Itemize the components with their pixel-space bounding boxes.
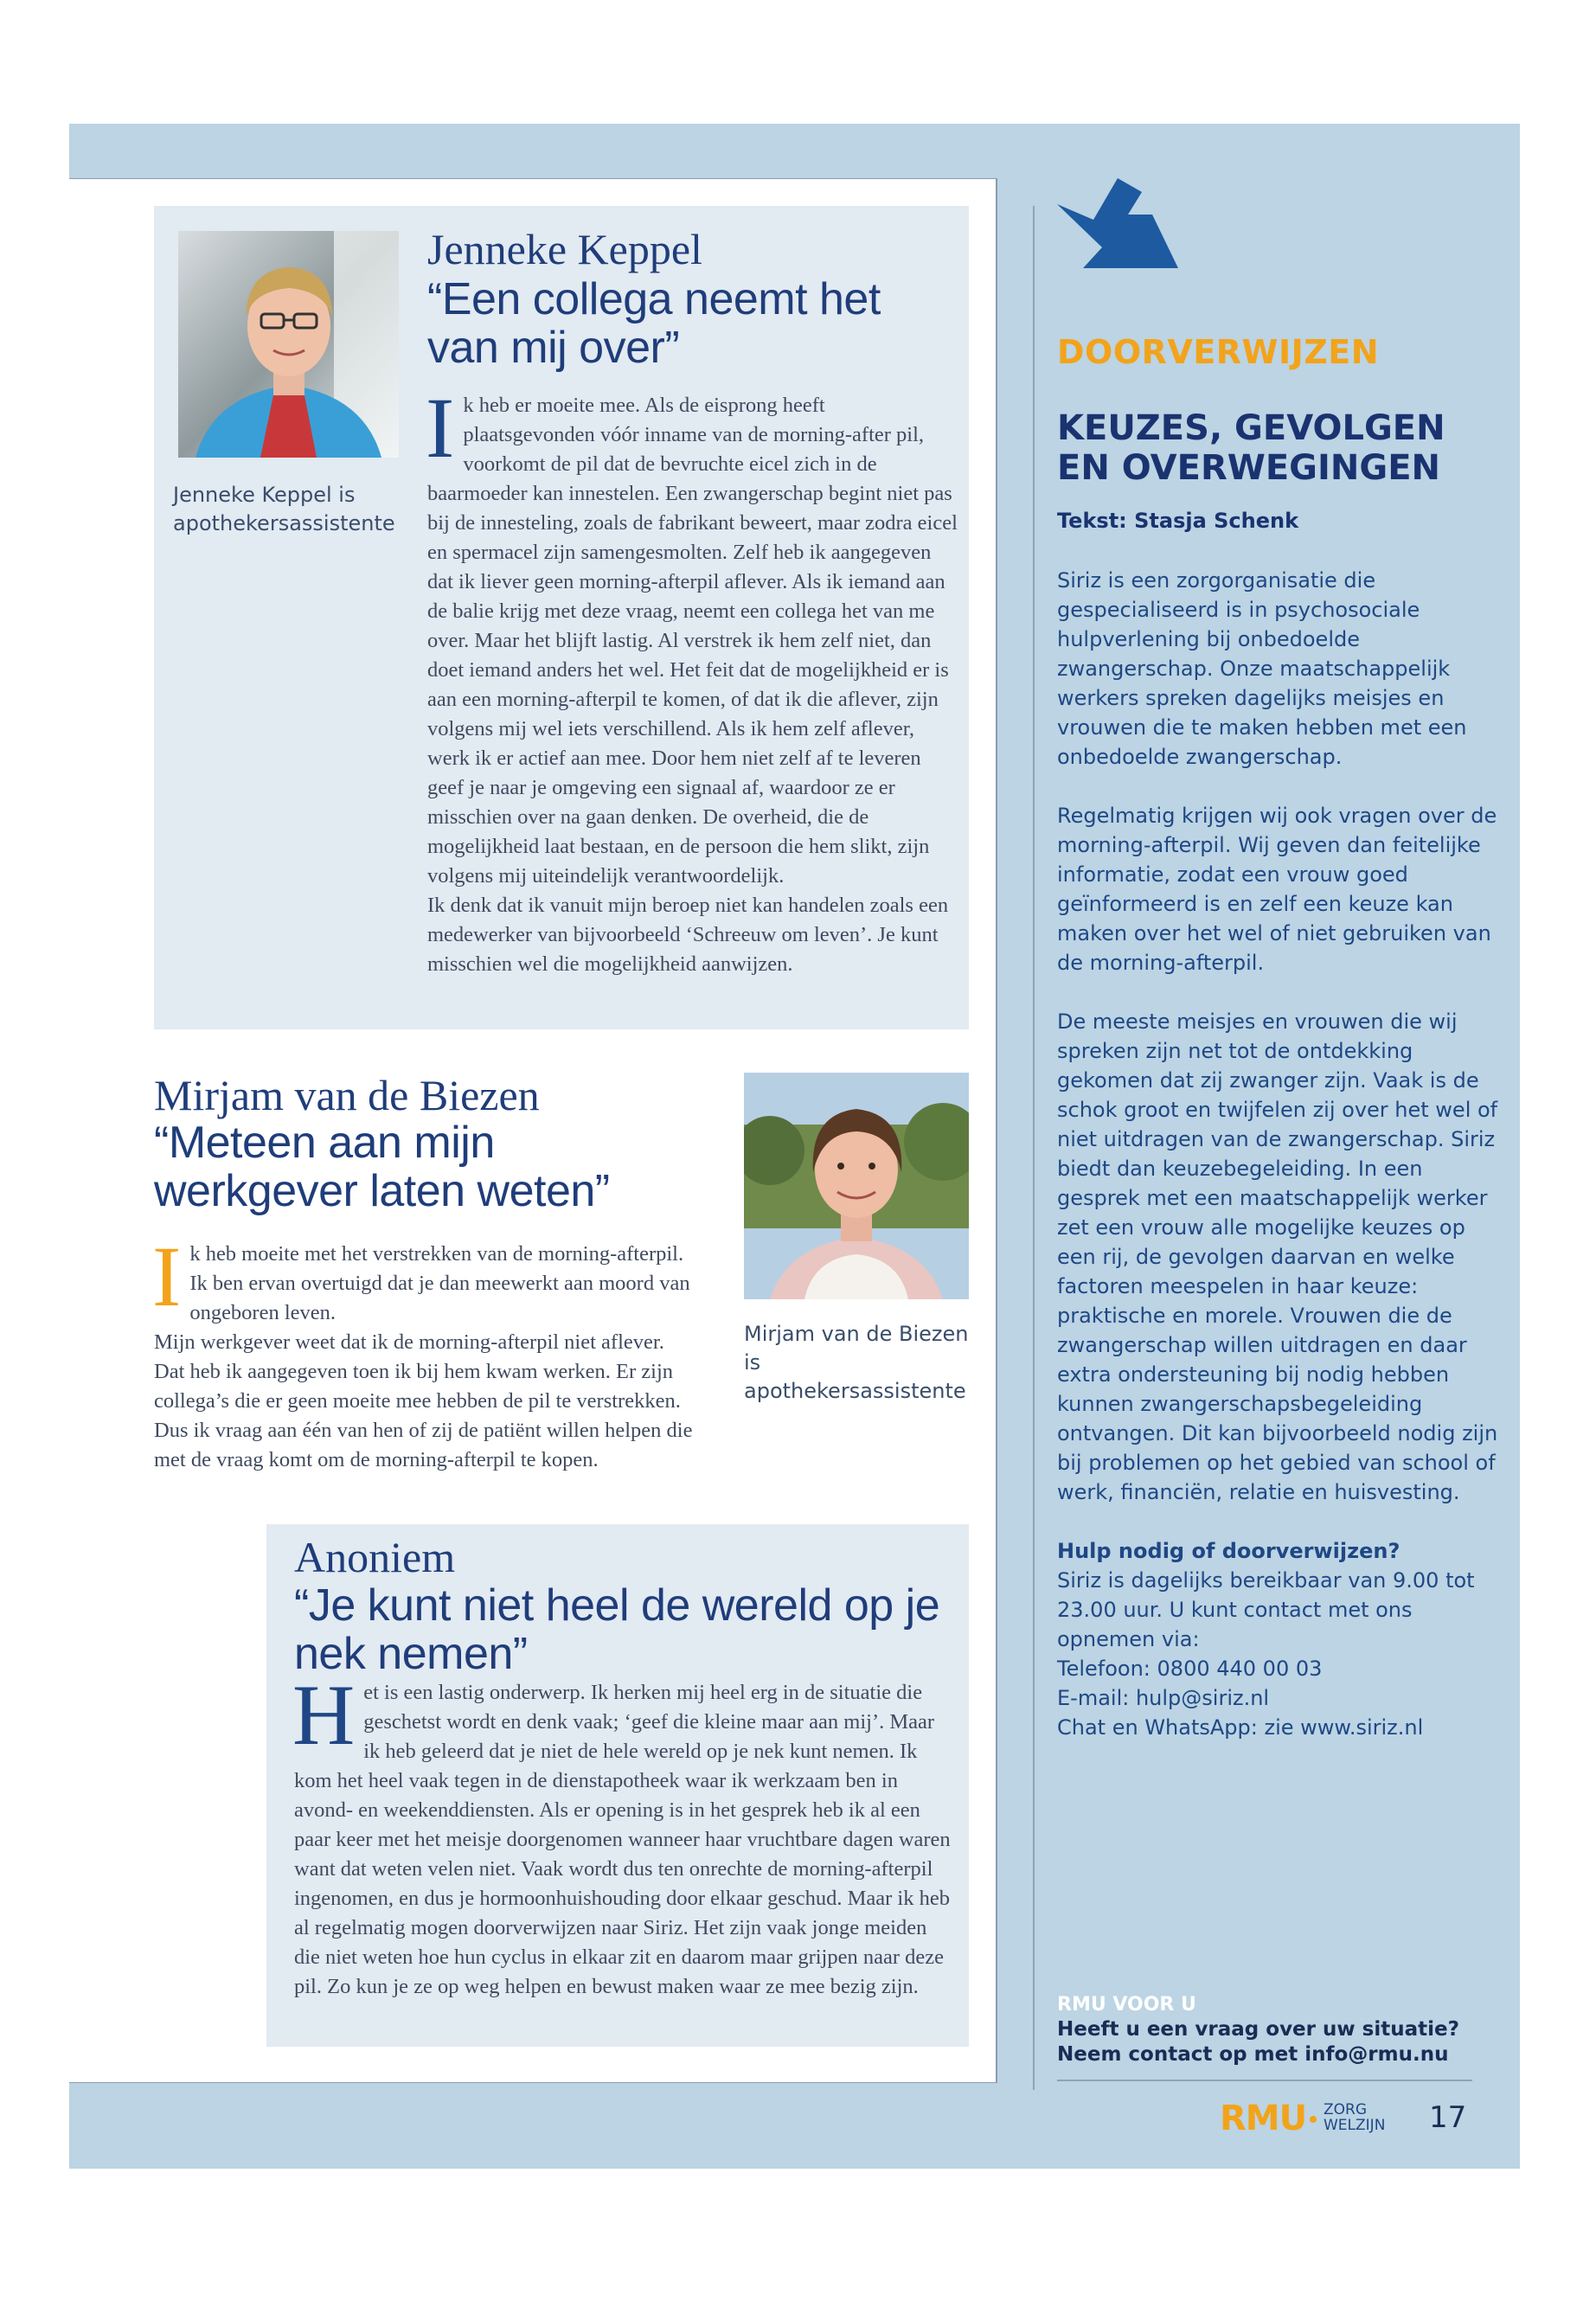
name-jenneke: Jenneke Keppel [427,225,702,273]
sidebar-p1: Siriz is een zorgorganisatie die gespecialiseerd is in psychosociale hulpverlening bij onbedoelde zwangerschap. Onze maatschappelijk werkers spreken dagelijks meisjes en vrouwen die te maken hebben met een onbedoelde zwangerschap. [1057,568,1467,769]
rmu-line1: Heeft u een vraag over uw situatie? [1057,2018,1459,2041]
article-jenneke [426,380,958,979]
rmu-logo-line1: ZORG [1324,2101,1368,2118]
photo-jenneke [178,231,399,458]
page-number: 17 [1429,2100,1467,2135]
article-right-rule [996,178,997,2083]
siriz-arrow-icon [1057,178,1178,268]
rmu-box [1057,1993,1490,2067]
rmu-kicker: RMU VOOR U [1057,1994,1196,2016]
quote-mirjam: “Meteen aan mijn werkgever laten weten” [154,1118,610,1216]
sidebar-chat: Chat en WhatsApp: zie www.siriz.nl [1057,1715,1424,1740]
sidebar-kicker: DOORVERWIJZEN [1057,333,1380,371]
caption-jenneke: Jenneke Keppel is apothekersassistente [173,483,395,535]
rmu-logo-line2: WELZIJN [1324,2117,1386,2134]
photo-mirjam [744,1073,969,1299]
rmu-logo-main: RMU [1220,2099,1307,2138]
name-anoniem: Anoniem [294,1533,456,1581]
sidebar-title: KEUZES, GEVOLGEN EN OVERWEGINGEN [1057,408,1445,488]
rmu-logo [1220,2099,1401,2138]
article-anoniem [292,1667,952,2002]
rmu-line2: Neem contact op met info@rmu.nu [1057,2043,1449,2066]
name-mirjam: Mirjam van de Biezen [154,1071,540,1119]
article-mirjam [152,1228,695,1475]
sidebar-email: E-mail: hulp@siriz.nl [1057,1686,1270,1710]
rmu-logo-dot-icon [1310,2116,1317,2123]
sidebar-p3: De meeste meisjes en vrouwen die wij spreken zijn net tot de ontdekking gekomen dat zij zwanger zijn. Vaak is de schok groot en twijfelen zij over het wel of niet uitdragen van de zwangerschap. Siriz biedt dan keuzebegeleiding. In een gesprek met een maatschappelijk werker zet een vrouw alle mogelijke keuzes op een rij, de gevolgen daarvan en welke factoren meespelen in haar keuze: praktische en morele. Vrouwen die de zwangerschap willen uitdragen en daar extra ondersteuning bij nodig hebben kunnen zwangerschapsbegeleiding ontvangen. Dit kan bijvoorbeeld nodig zijn bij problemen op het gebied van school of werk, financiën, relatie en huisvesting. [1057,1009,1498,1504]
sidebar-p2: Regelmatig krijgen wij ook vragen over de morning-afterpil. Wij geven dan feitelijke informatie, zodat een vrouw goed geïnformeerd is en zelf een keuze kan maken over het wel of niet gebruiken van de morning-afterpil. [1057,804,1497,975]
quote-jenneke: “Een collega neemt het van mij over” [427,274,881,373]
sidebar-text [1057,566,1498,1742]
body-jenneke-2: Ik denk dat ik vanuit mijn beroep niet kan handelen zoals een medewerker van bijvoorbeeld ‘Schreeuw om leven’. Je kunt misschien wel die mogelijkheid aanwijzen. [427,894,949,976]
sidebar-byline: Tekst: Stasja Schenk [1057,509,1299,533]
sidebar-left-rule [1033,206,1035,2090]
body-mirjam-2: Mijn werkgever weet dat ik de morning-afterpil niet aflever. Dat heb ik aangegeven toen ik bij hem kwam werken. Er zijn collega’s die er geen moeite mee hebben de pil te verstrekken. Dus ik vraag aan één van hen of zij de patiënt willen helpen die met de vraag komt om de morning-afterpil te kopen. [154,1330,693,1471]
sidebar-help-text: Siriz is dagelijks bereikbaar van 9.00 tot 23.00 uur. U kunt contact met ons opnemen via: [1057,1568,1475,1651]
dropcap-jenneke: I [426,380,455,476]
caption-mirjam: Mirjam van de Biezen is apothekersassistente [744,1322,969,1403]
sidebar-help-heading: Hulp nodig of doorverwijzen? [1057,1539,1401,1563]
rmu-box-rule [1057,2080,1472,2081]
body-anoniem: et is een lastig onderwerp. Ik herken mij heel erg in de situatie die geschetst wordt en denk vaak; ‘geef die kleine maar aan mij’. Maar ik heb geleerd dat je niet de hele wereld op je nek kunt nemen. Ik kom het heel vaak tegen in de dienstapotheek waar ik werkzaam ben in avond- en weekenddiensten. Als er opening is in het gesprek heb ik al een paar keer met het meisje doorgenomen wanneer haar vruchtbare dagen waren want dat weten velen niet. Vaak wordt dus ten onrechte de morning-afterpil ingenomen, en dus je hormoonhuishouding door elkaar geschud. Maar ik heb al regelmatig mogen doorverwijzen naar Siriz. Het zijn vaak jonge meiden die niet weten hoe hun cyclus in elkaar zit en daarom maar grijpen naar deze pil. Zo kun je ze op weg helpen en bewust maken waar ze mee bezig zijn. [294,1681,951,1998]
dropcap-anoniem: H [292,1667,356,1763]
dropcap-mirjam: I [152,1228,182,1324]
sidebar-phone: Telefoon: 0800 440 00 03 [1057,1657,1323,1681]
quote-anoniem: “Je kunt niet heel de wereld op je nek nemen” [294,1580,940,1679]
body-jenneke-1: k heb er moeite mee. Als de eisprong heeft plaatsgevonden vóór inname van de morning-after pil, voorkomt de pil dat de bevruchte eicel zich in de baarmoeder kan innestelen. Een zwangerschap begint niet pas bij de innesteling, zoals de fabrikant beweert, maar zodra eicel en spermacel zijn samengesmolten. Zelf heb ik aangegeven dat ik liever geen morning-afterpil aflever. Als ik iemand aan de balie krijg met deze vraag, neemt een collega het van me over. Maar het blijft lastig. Al verstrek ik hem zelf niet, dan doet iemand anders het wel. Het feit dat de mogelijkheid er is aan een morning-afterpil te komen, of dat ik die aflever, zijn volgens mij wel iets verschillend. Als ik hem zelf aflever, werk ik er actief aan mee. Door hem niet zelf af te leveren geef je naar je omgeving een signaal af, waardoor ze er misschien over na gaan denken. De overheid, die de mogelijkheid laat bestaan, en de persoon die hem slikt, zijn volgens mij uiteindelijk verantwoordelijk. [427,394,958,888]
body-mirjam-1: k heb moeite met het verstrekken van de morning-afterpil. Ik ben ervan overtuigd dat je dan meewerkt aan moord van ongeboren leven. [189,1242,690,1324]
